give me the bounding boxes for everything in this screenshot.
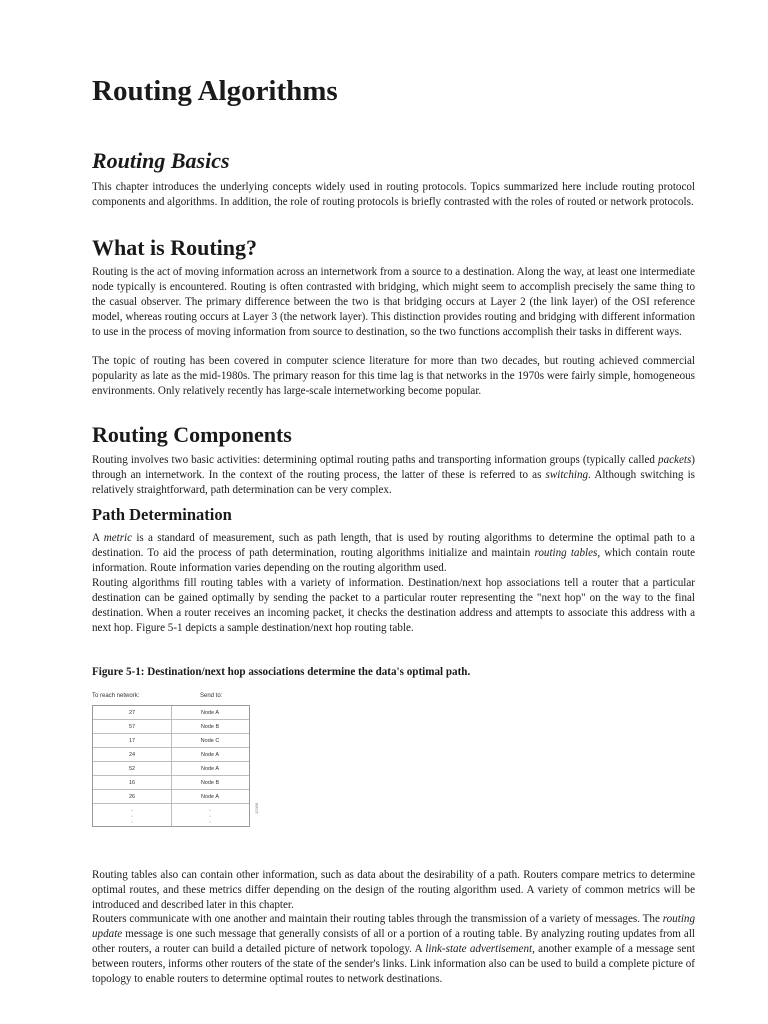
figure-column-header-send-to: Send to: xyxy=(200,693,223,699)
paragraph-basics-intro: This chapter introduces the underlying concepts widely used in routing protocols. Topics summarized here include routing protocol components and algorithms. In addition, the role of routing protocols is briefly contrasted with the roles of routed or network protocols. xyxy=(92,181,695,208)
page-title: Routing Algorithms xyxy=(92,75,338,107)
next-hop-cell: Node C xyxy=(200,738,220,744)
figure-id: 12306 xyxy=(254,802,259,814)
section-heading-routing-components: Routing Components xyxy=(92,422,292,447)
paragraph-path-determination-1: A metric is a standard of measurement, such as path length, that is used by routing algorithms to determine the optimal path to a destination. To aid the process of path determination, routing algorithms initialize and maintain routing tables, which contain route information. Route information varies depending on the routing algorithm used. xyxy=(92,532,696,574)
next-hop-cell: Node A xyxy=(200,710,220,716)
figure-caption: Figure 5-1: Destination/next hop associations determine the data's optimal path. xyxy=(92,666,471,678)
table-continuation-dots: · · · xyxy=(208,807,212,826)
table-row xyxy=(93,776,249,790)
network-cell: 26 xyxy=(128,794,136,800)
paragraph-path-determination-4: Routers communicate with one another and maintain their routing tables through the transmission of a variety of messages. The routing update message is one such message that generally consists of all or a portion of a routing table. By analyzing routing updates from all other routers, a router can build a detailed picture of network topology. A link-state advertisement, another example of a message sent between routers, informs other routers of the state of the sender's links. Link information also can be used to build a complete picture of topology to enable routers to determine optimal routes to network destinations. xyxy=(92,913,695,985)
routing-table-figure xyxy=(92,690,267,840)
network-cell: 57 xyxy=(128,724,136,730)
table-row xyxy=(93,734,249,748)
paragraph-path-determination-2: Routing algorithms fill routing tables with a variety of information. Destination/next hop associations tell a router that a particular destination can be gained optimally by sending the packet to a particular router representing the "next hop" on the way to the final destination. When a router receives an incoming packet, it checks the destination address and attempts to associate this address with a next hop. Figure 5-1 depicts a sample destination/next hop routing table. xyxy=(92,577,695,634)
figure-column-header-network: To reach network: xyxy=(92,693,140,699)
next-hop-cell: Node B xyxy=(200,724,220,730)
section-heading-what-is-routing: What is Routing? xyxy=(92,235,258,260)
section-heading-routing-basics: Routing Basics xyxy=(92,148,230,173)
paragraph-path-determination-3: Routing tables also can contain other information, such as data about the desirability of a path. Routers compare metrics to determine optimal routes, and these metrics differ depending on the design of the routing algorithm used. A variety of common metrics will be introduced and described later in this chapter. xyxy=(92,869,695,911)
network-cell: 27 xyxy=(128,710,136,716)
paragraph-what-is-routing-2: The topic of routing has been covered in computer science literature for more than two decades, but routing achieved commercial popularity as late as the mid-1980s. The primary reason for this time lag is that networks in the 1970s were fairly simple, homogeneous environments. Only relatively recently has large-scale internetworking become popular. xyxy=(92,355,695,397)
table-row xyxy=(93,748,249,762)
network-cell: 52 xyxy=(128,766,136,772)
next-hop-cell: Node A xyxy=(200,766,220,772)
table-row xyxy=(93,720,249,734)
network-cell: 24 xyxy=(128,752,136,758)
network-cell: 16 xyxy=(128,780,136,786)
paragraph-routing-components: Routing involves two basic activities: determining optimal routing paths and transporting information groups (typically called packets) through an internetwork. In the context of the routing process, the latter of these is referred to as switching. Although switching is relatively straightforward, path determination can be very complex. xyxy=(92,454,695,496)
next-hop-cell: Node B xyxy=(200,780,220,786)
section-heading-path-determination: Path Determination xyxy=(92,505,232,524)
next-hop-cell: Node A xyxy=(200,752,220,758)
network-cell: 17 xyxy=(128,738,136,744)
table-row xyxy=(93,790,249,804)
next-hop-cell: Node A xyxy=(200,794,220,800)
table-row xyxy=(93,706,249,720)
table-continuation-dots: · · · xyxy=(130,807,134,826)
paragraph-what-is-routing-1: Routing is the act of moving information across an internetwork from a source to a destination. Along the way, at least one intermediate node typically is encountered. Routing is often contrasted with bridging, which might seem to accomplish precisely the same thing to the casual observer. The primary difference between the two is that bridging occurs at Layer 2 (the link layer) of the OSI reference model, whereas routing occurs at Layer 3 (the network layer). This distinction provides routing and bridging with different information to use in the process of moving information from source to destination, so the two functions accomplish their tasks in different ways. xyxy=(92,266,695,338)
table-row xyxy=(93,762,249,776)
routing-table xyxy=(92,705,250,827)
